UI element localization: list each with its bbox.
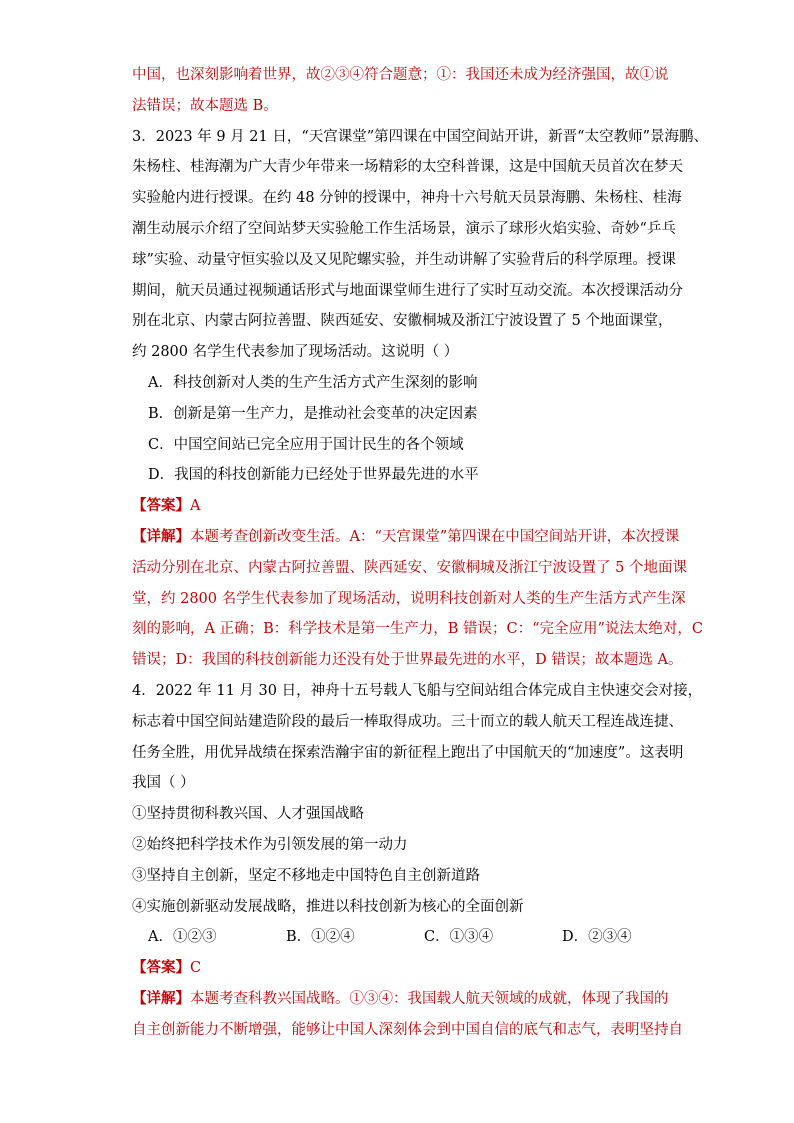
q4-stem-line-1: 4．2022 年 11 月 30 日，神舟十五号载人飞船与空间站组合体完成自主快速交会对接， xyxy=(132,682,703,699)
q4-statement-1: ①坚持贯彻科教兴国、人才强国战略 xyxy=(132,806,364,823)
q3-stem-line-5: 球”实验、动量守恒实验以及又见陀螺实验，并生动讲解了实验背后的科学原理。授课 xyxy=(132,251,676,268)
q4-stem-line-4: 我国（ ） xyxy=(132,775,195,792)
q4-option-c: C．①③④ xyxy=(424,929,494,946)
q3-option-c: C．中国空间站已完全应用于国计民生的各个领域 xyxy=(148,436,464,453)
q3-stem-line-6: 期间，航天员通过视频通话形式与地面课堂师生进行了实时互动交流。本次授课活动分 xyxy=(132,282,683,299)
q4-option-d: D．②③④ xyxy=(562,929,632,946)
q3-stem-line-8: 约 2800 名学生代表参加了现场活动。这说明（ ） xyxy=(132,344,459,361)
q3-answer-tag: 【答案】 xyxy=(132,497,190,515)
q4-detail-line-1 xyxy=(132,984,669,1015)
q3-stem-line-1: 3．2023 年 9 月 21 日，“天宫课堂”第四课在中国空间站开讲，新晋“太空教师”景海鹏、 xyxy=(132,128,708,145)
q3-option-b: B．创新是第一生产力，是推动社会变革的决定因素 xyxy=(148,405,478,422)
prev-detail-line-2: 法错误；故本题选 B。 xyxy=(132,97,278,114)
q3-option-a: A．科技创新对人类的生产生活方式产生深刻的影响 xyxy=(148,374,478,391)
q4-options xyxy=(132,922,664,953)
q3-detail-text-1: 本题考查创新改变生活。A：“天宫课堂”第四课在中国空间站开讲，本次授课 xyxy=(190,528,680,545)
q3-detail-tag: 【详解】 xyxy=(132,527,190,545)
q3-stem-line-3: 实验舱内进行授课。在约 48 分钟的授课中，神舟十六号航天员景海鹏、朱杨柱、桂海 xyxy=(132,190,682,207)
q4-statement-3: ③坚持自主创新，坚定不移地走中国特色自主创新道路 xyxy=(132,867,480,884)
q4-stem-line-3: 任务全胜，用优异战绩在探索浩瀚宇宙的新征程上跑出了中国航天的“加速度”。这表明 xyxy=(132,744,684,761)
q4-detail-text-1: 本题考查科教兴国战略。①③④：我国载人航天领域的成就，体现了我国的 xyxy=(190,990,669,1007)
q3-detail-line-3: 堂，约 2800 名学生代表参加了现场活动，说明科技创新对人类的生产生活方式产生深 xyxy=(132,590,686,607)
q3-detail-line-4: 刻的影响，A 正确；B：科学技术是第一生产力，B 错误；C：“完全应用”说法太绝对，C xyxy=(132,621,704,638)
q3-stem-line-2: 朱杨柱、桂海潮为广大青少年带来一场精彩的太空科普课，这是中国航天员首次在梦天 xyxy=(132,159,683,176)
q4-option-b: B．①②④ xyxy=(286,929,355,946)
q3-stem-line-4: 潮生动展示介绍了空间站梦天实验舱工作生活场景，演示了球形火焰实验、奇妙“乒乓 xyxy=(132,220,676,237)
q3-answer-value: A xyxy=(190,498,201,515)
q4-detail-line-2: 自主创新能力不断增强，能够让中国人深刻体会到中国自信的底气和志气，表明坚持自 xyxy=(132,1021,683,1038)
q4-statement-4: ④实施创新驱动发展战略，推进以科技创新为核心的全面创新 xyxy=(132,898,524,915)
q3-detail-line-5: 错误；D：我国的科技创新能力还没有处于世界最先进的水平，D 错误；故本题选 A。 xyxy=(132,652,683,669)
q3-detail-line-1 xyxy=(132,522,680,553)
q4-answer-tag: 【答案】 xyxy=(132,959,190,977)
q4-option-a: A．①②③ xyxy=(148,929,217,946)
q4-detail-tag: 【详解】 xyxy=(132,989,190,1007)
q4-statement-2: ②始终把科学技术作为引领发展的第一动力 xyxy=(132,836,408,853)
document-page xyxy=(132,60,708,1046)
q3-answer xyxy=(132,491,664,522)
q3-option-d: D．我国的科技创新能力已经处于世界最先进的水平 xyxy=(148,467,479,484)
q3-detail-line-2: 活动分别在北京、内蒙古阿拉善盟、陕西延安、安徽桐城及浙江宁波设置了 5 个地面课 xyxy=(132,559,687,576)
prev-detail-line-1: 中国，也深刻影响着世界，故②③④符合题意；①：我国还未成为经济强国，故①说 xyxy=(132,67,669,83)
q4-stem-line-2: 标志着中国空间站建造阶段的最后一棒取得成功。三十而立的载人航天工程连战连捷、 xyxy=(132,713,683,730)
q4-answer-value: C xyxy=(190,960,202,977)
q3-stem-line-7: 别在北京、内蒙古阿拉善盟、陕西延安、安徽桐城及浙江宁波设置了 5 个地面课堂， xyxy=(132,313,673,330)
q4-answer xyxy=(132,953,664,984)
